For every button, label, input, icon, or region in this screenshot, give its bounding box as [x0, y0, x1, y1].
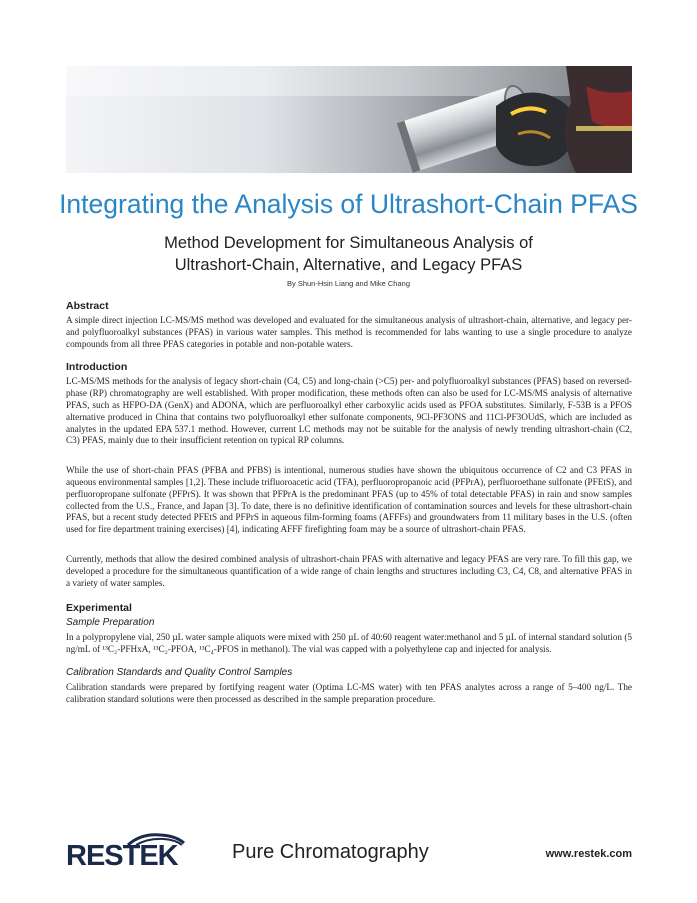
experimental-heading: Experimental: [66, 602, 132, 615]
footer: [66, 828, 632, 873]
abstract-text: A simple direct injection LC-MS/MS method was developed and evaluated for the simultaneous analysis of ultrashort-chain, alternative, and legacy per- and polyfluoroalkyl substances (PFAS) in various water samples. This method is recommended for labs wanting to use a single procedure to analyze compounds from all three PFAS categories in potable and non-potable waters.: [66, 315, 632, 349]
page-title: Integrating the Analysis of Ultrashort-Chain PFAS: [59, 189, 638, 219]
introduction-paragraph-1: LC-MS/MS methods for the analysis of legacy short-chain (C4, C5) and long-chain (>C5) per- and polyfluoroalkyl substances (PFAS) based on reversed-phase (RP) chromatography are well established. With proper modification, these methods often can also be used for LC-MS/MS analysis of alternative PFAS, such as HFPO-DA (GenX) and ADONA, which are perfluoroalkyl ether carboxylic acids used as PFOA substitutes. Similarly, F-53B is a PFOS alternative produced in China that contains two polyfluoroalkyl ether sulfonate components, 9Cl-PF3ONS and 11Cl-PF3OUdS, which are included as analytes in the updated EPA 537.1 method. However, current LC methods may not be suitable for the analysis of newly trending ultrashort-chain (C2, C3) PFAS, mainly due to their insufficient retention on typical RP columns.: [66, 376, 632, 446]
subtitle: [0, 232, 697, 276]
abstract-heading: Abstract: [66, 300, 109, 312]
calibration-text: Calibration standards were prepared by fortifying reagent water (Optima LC-MS water) with ten PFAS analytes across a range of 5–400 ng/L. The calibration standard solutions were then processed as described in the sample preparation procedure.: [66, 681, 632, 704]
sample-preparation-heading: Sample Preparation: [66, 617, 155, 629]
author-byline: By Shun-Hsin Liang and Mike Chang: [287, 279, 410, 288]
sample-preparation-text: In a polypropylene vial, 250 µL water sample aliquots were mixed with 250 µL of 40:60 reagent water:methanol and 5 µL of internal standard solution (5 ng/mL of ¹³C₂-PFHxA, ¹³C₂-PFOA, ¹³C₄-PFOS in methanol). The vial was capped with a polyethylene cap and injected for analysis.: [66, 632, 632, 655]
firefighter-sampling-photo: [66, 66, 632, 173]
introduction-paragraph-3: Currently, methods that allow the desired combined analysis of ultrashort-chain PFAS with alternative and legacy PFAS are very rare. To fill this gap, we developed a procedure for the simultaneous quantification of a wide range of chain lengths and structures including C3, C4, C8, and alternative PFAS in a variety of water samples.: [66, 553, 632, 588]
calibration-heading: Calibration Standards and Quality Control Samples: [66, 666, 293, 678]
subtitle-line-2: Ultrashort-Chain, Alternative, and Legacy PFAS: [174, 256, 523, 274]
subtitle-line-1: Method Development for Simultaneous Analysis of: [164, 234, 533, 252]
article-body: [66, 300, 632, 706]
website-link[interactable]: www.restek.com: [545, 848, 632, 860]
introduction-heading: Introduction: [66, 361, 128, 374]
header-banner-image: [66, 66, 632, 173]
introduction-paragraph-2: While the use of short-chain PFAS (PFBA and PFBS) is intentional, numerous studies have shown the ubiquitous occurrence of C2 and C3 PFAS in aqueous environmental samples [1,2]. These include trifluoroacetic acid (TFA), perfluoropropanoic acid (PFPrA), perfluoroethane sulfonate (PFEtS), and perfluoropropane sulfonate (PFPrS). It was shown that PFPrA is the predominant PFAS (up to 45% of total detectable PFAS) in rain and snow samples collected from the U.S., France, and Japan [3]. To date, there is no definitive identification of contamination sources and levels for these ultrashort-chain PFAS, but a recent study detected PFEtS and PFPrS in aqueous film-forming foams (AFFFs) and groundwaters from 11 military bases in the U.S. (often used for fire department training exercises) [4], indicating AFFF firefighting foam may be a source of ultrashort-chain PFAS.: [66, 465, 632, 535]
logo-wordmark: RESTEK: [66, 840, 178, 872]
tagline: Pure Chromatography: [232, 841, 429, 863]
restek-logo: [66, 832, 190, 872]
